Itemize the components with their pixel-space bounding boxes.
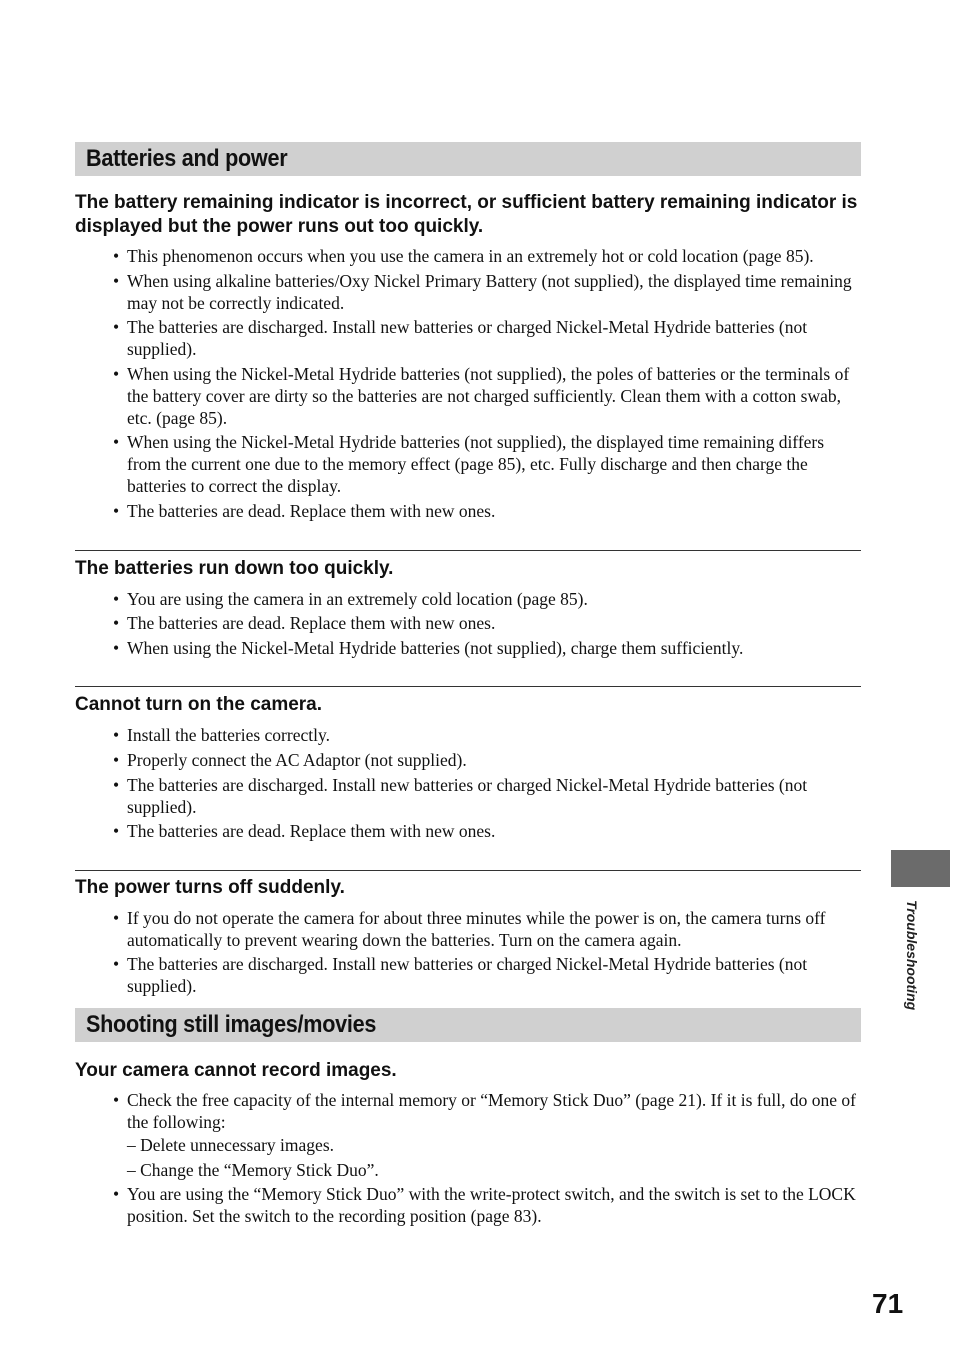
section-title: Batteries and power: [86, 145, 288, 172]
problem-title: The batteries run down too quickly.: [75, 557, 394, 579]
section-title: Shooting still images/movies: [86, 1010, 377, 1038]
section-header-batteries-and-power: [75, 142, 861, 176]
list-item: • You are using the “Memory Stick Duo” with the write-protect switch, and the switch is set to the LOCK position. Set the switch to the recording position (page 83).: [113, 1184, 856, 1227]
problem-title: Cannot turn on the camera.: [75, 694, 323, 716]
list-item: • The batteries are discharged. Install new batteries or charged Nickel-Metal Hydride batteries (not supplied).: [113, 317, 808, 360]
list-item: • The batteries are discharged. Install new batteries or charged Nickel-Metal Hydride batteries (not supplied).: [113, 954, 808, 997]
list-item: • When using the Nickel-Metal Hydride batteries (not supplied), charge them sufficiently.: [113, 637, 744, 658]
page-content: [75, 142, 861, 1230]
bullet-list: [75, 245, 861, 522]
list-item: • Properly connect the AC Adaptor (not supplied).: [113, 749, 467, 770]
list-item: • The batteries are dead. Replace them with new ones.: [113, 821, 496, 842]
bullet-list: [75, 1089, 861, 1227]
problem-title: Your camera cannot record images.: [75, 1059, 397, 1081]
list-item: • When using the Nickel-Metal Hydride batteries (not supplied), the displayed time remaining differs from the current one due to the memory effect (page 85), etc. Fully discharge and then charge the batteries to correct the display.: [113, 432, 825, 497]
list-item: • Install the batteries correctly.: [113, 725, 330, 746]
chapter-label: Troubleshooting: [904, 900, 920, 1011]
list-item: • When using the Nickel-Metal Hydride batteries (not supplied), the poles of batteries or the terminals of the battery cover are dirty so the batteries are not charged sufficiently. Clean them with a cotton swab, etc. (page 85).: [113, 363, 850, 428]
bullet-list: [75, 588, 861, 659]
section-header-shooting-still-images-movies: [75, 1008, 861, 1042]
list-item: • The batteries are dead. Replace them with new ones.: [113, 613, 496, 634]
sub-list-item: – Delete unnecessary images.: [127, 1134, 335, 1155]
sub-list-item: – Change the “Memory Stick Duo”.: [127, 1159, 379, 1180]
bullet-list: [75, 907, 861, 998]
list-item: • Check the free capacity of the internal memory or “Memory Stick Duo” (page 21). If it is full, do one of the following: – Delete unnecessary images. – Change the “Memory Stick Duo”.: [113, 1089, 861, 1181]
list-item: • When using alkaline batteries/Oxy Nickel Primary Battery (not supplied), the displayed time remaining may not be correctly indicated.: [113, 270, 852, 313]
problem-title: The battery remaining indicator is incorrect, or sufficient battery remaining indicator is displayed but the power runs out too quickly.: [75, 192, 858, 237]
list-item: • The batteries are discharged. Install new batteries or charged Nickel-Metal Hydride batteries (not supplied).: [113, 774, 808, 817]
problem-title: The power turns off suddenly.: [75, 876, 345, 898]
chapter-tab: [891, 850, 950, 887]
list-item: • The batteries are dead. Replace them with new ones.: [113, 500, 496, 521]
list-item: • This phenomenon occurs when you use the camera in an extremely hot or cold location (page 85).: [113, 246, 814, 266]
page-number: 71: [872, 1288, 904, 1319]
sub-list: [127, 1134, 861, 1181]
list-item: • If you do not operate the camera for about three minutes while the power is on, the camera turns off automatically to prevent wearing down the batteries. Turn on the camera again.: [113, 907, 826, 950]
list-item: • You are using the camera in an extremely cold location (page 85).: [113, 588, 588, 609]
bullet-list: [75, 724, 861, 842]
